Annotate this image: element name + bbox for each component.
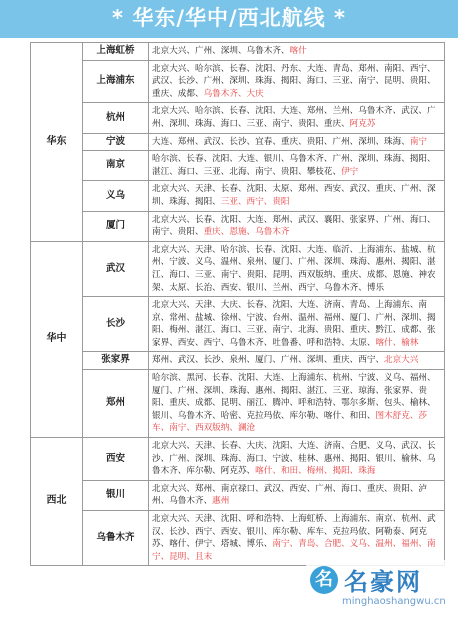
highlighted-destinations: 伊宁	[341, 166, 359, 177]
highlighted-destinations: 惠州	[212, 496, 230, 507]
destination-list	[149, 211, 445, 241]
origin-city: 厦门	[83, 211, 149, 241]
destination-list	[149, 103, 445, 133]
origin-city: 上海浦东	[83, 60, 149, 103]
origin-city: 上海虹桥	[83, 43, 149, 61]
region-name: 华东	[31, 43, 83, 242]
origin-city: 郑州	[83, 370, 149, 438]
route-row	[31, 480, 445, 510]
destination-list	[149, 60, 445, 103]
destinations-text: 哈尔滨、长春、沈阳、大连、银川、乌鲁木齐、广州、深圳、珠海、揭阳、湛江、海口、三亚、北海、南宁、贵阳、攀枝花、	[152, 154, 436, 177]
highlighted-destinations: 北京大兴	[384, 355, 419, 366]
destinations-text: 北京大兴、天津、长春、沈阳、太原、郑州、西安、武汉、重庆、广州、深圳、珠海、揭阳、	[152, 184, 436, 207]
highlighted-destinations: 阿克苏	[349, 118, 376, 129]
destination-list	[149, 370, 445, 438]
highlighted-destinations: 重庆、恩施、乌鲁木齐	[203, 227, 290, 238]
origin-city: 义乌	[83, 181, 149, 211]
destinations-text: 大连、郑州、武汉、长沙、宜春、重庆、贵阳、广州、深圳、珠海、	[152, 136, 410, 147]
region-name: 西北	[31, 438, 83, 566]
highlighted-destinations: 南宁、青岛、合肥、义乌、温州、福州、南宁、昆明、且末	[152, 539, 436, 562]
route-row	[31, 297, 445, 352]
origin-city: 宁波	[83, 133, 149, 151]
origin-city: 张家界	[83, 352, 149, 370]
destination-list	[149, 151, 445, 181]
page-title: * 华东/华中/西北航线 *	[112, 6, 346, 30]
route-row	[31, 151, 445, 181]
route-row	[31, 43, 445, 61]
highlighted-destinations: 喀什、和田、梅州、揭阳、珠海	[255, 466, 376, 477]
destinations-text: 北京大兴、长春、沈阳、大连、郑州、武汉、襄阳、张家界、广州、海口、南宁、贵阳、	[152, 214, 436, 238]
destinations-text: 北京大兴、哈尔滨、长春、沈阳、大连、郑州、兰州、乌鲁木齐、武汉、广州、深圳、珠海、海口、三亚、南宁、贵阳、重庆、	[152, 106, 436, 129]
destination-list	[149, 511, 445, 566]
highlighted-destinations: 图木舒克、莎车、南宁、西双版纳、澜沧	[152, 410, 428, 434]
watermark-name: 名豪网	[344, 568, 422, 596]
route-row	[31, 103, 445, 133]
destination-list	[149, 480, 445, 510]
highlighted-destinations: 喀什	[289, 46, 307, 56]
destination-list	[149, 133, 445, 151]
route-row	[31, 438, 445, 481]
region-name: 华中	[31, 241, 83, 437]
destinations-text: 北京大兴、天津、沈阳、呼和浩特、上海虹桥、上海浦东、南京、杭州、武汉、长沙、西宁、西安、银川、库尔勒、库车、克拉玛依、阿勒泰、阿克苏、喀什、伊宁、塔城、博乐、	[152, 514, 436, 550]
highlighted-destinations: 三亚、西宁、贵阳	[220, 196, 290, 207]
watermark-logo-icon: 名	[310, 566, 338, 594]
origin-city: 南京	[83, 151, 149, 181]
route-row	[31, 352, 445, 370]
destinations-text: 郑州、武汉、长沙、泉州、厦门、广州、深圳、重庆、西宁、	[152, 355, 385, 366]
route-row	[31, 370, 445, 438]
highlighted-destinations: 南宁	[409, 136, 428, 147]
destination-list	[149, 297, 445, 352]
origin-city: 西安	[83, 438, 149, 481]
origin-city: 乌鲁木齐	[83, 511, 149, 566]
watermark-url: minghaoshangwu.cn	[342, 596, 446, 607]
route-row	[31, 241, 445, 296]
destinations-text: 哈尔滨、黑河、长春、沈阳、大连、上海浦东、杭州、宁波、义乌、福州、厦门、广州、深圳、珠海、惠州、揭阳、湛江、三亚、琼海、张家界、贵阳、重庆、成都、昆明、丽江、腾冲、呼和浩特、鄂尔多斯、包头、榆林、银川、乌鲁木齐、哈密、克拉玛依、库尔勒、喀什、和田、	[152, 373, 436, 421]
origin-city: 银川	[83, 480, 149, 510]
highlighted-destinations: 乌鲁木齐、大庆	[203, 88, 264, 99]
highlighted-destinations: 喀什、榆林	[375, 337, 419, 348]
route-row	[31, 511, 445, 566]
destination-list	[149, 352, 445, 370]
destinations-text: 北京大兴、郑州、南京禄口、武汉、西安、广州、海口、重庆、贵阳、泸州、乌鲁木齐、	[152, 483, 428, 507]
destinations-text: 北京大兴、天津、长春、大庆、沈阳、大连、济南、合肥、义乌、武汉、长沙、广州、深圳、珠海、海口、宁波、桂林、惠州、揭阳、银川、榆林、乌鲁木齐、库尔勒、阿克苏、	[152, 441, 436, 477]
origin-city: 武汉	[83, 241, 149, 296]
destination-list	[149, 181, 445, 211]
destination-list	[149, 43, 445, 61]
destinations-text: 北京大兴、天津、哈尔滨、长春、沈阳、大连、临沂、上海浦东、盐城、杭州、宁波、义乌、温州、泉州、厦门、广州、深圳、珠海、惠州、揭阳、湛江、海口、三亚、南宁、贵阳、昆明、西双版纳、重庆、成都、恩施、神农架、太原、长治、西安、银川、兰州、西宁、乌鲁木齐、博乐	[152, 244, 436, 293]
route-row	[31, 60, 445, 103]
route-table	[30, 42, 445, 566]
route-row	[31, 181, 445, 211]
origin-city: 长沙	[83, 297, 149, 352]
destination-list	[149, 241, 445, 296]
origin-city: 杭州	[83, 103, 149, 133]
destinations-text: 北京大兴、广州、深圳、乌鲁木齐、	[152, 46, 290, 56]
route-row	[31, 211, 445, 241]
title-banner	[0, 0, 458, 38]
route-row	[31, 133, 445, 151]
destinations-text: 北京大兴、哈尔滨、长春、沈阳、丹东、大连、青岛、郑州、南阳、西宁、武汉、长沙、广州、深圳、珠海、揭阳、海口、三亚、南宁、昆明、贵阳、重庆、成都、	[152, 63, 436, 99]
destination-list	[149, 438, 445, 481]
site-watermark	[306, 560, 456, 618]
destinations-text: 北京大兴、天津、大庆、长春、沈阳、大连、济南、青岛、上海浦东、南京、常州、盐城、徐州、宁波、台州、温州、福州、厦门、广州、深圳、揭阳、梅州、湛江、海口、三亚、南宁、北海、贵阳、重庆、黔江、成都、张家界、西安、西宁、乌鲁木齐、吐鲁番、呼和浩特、太原、	[152, 300, 436, 348]
